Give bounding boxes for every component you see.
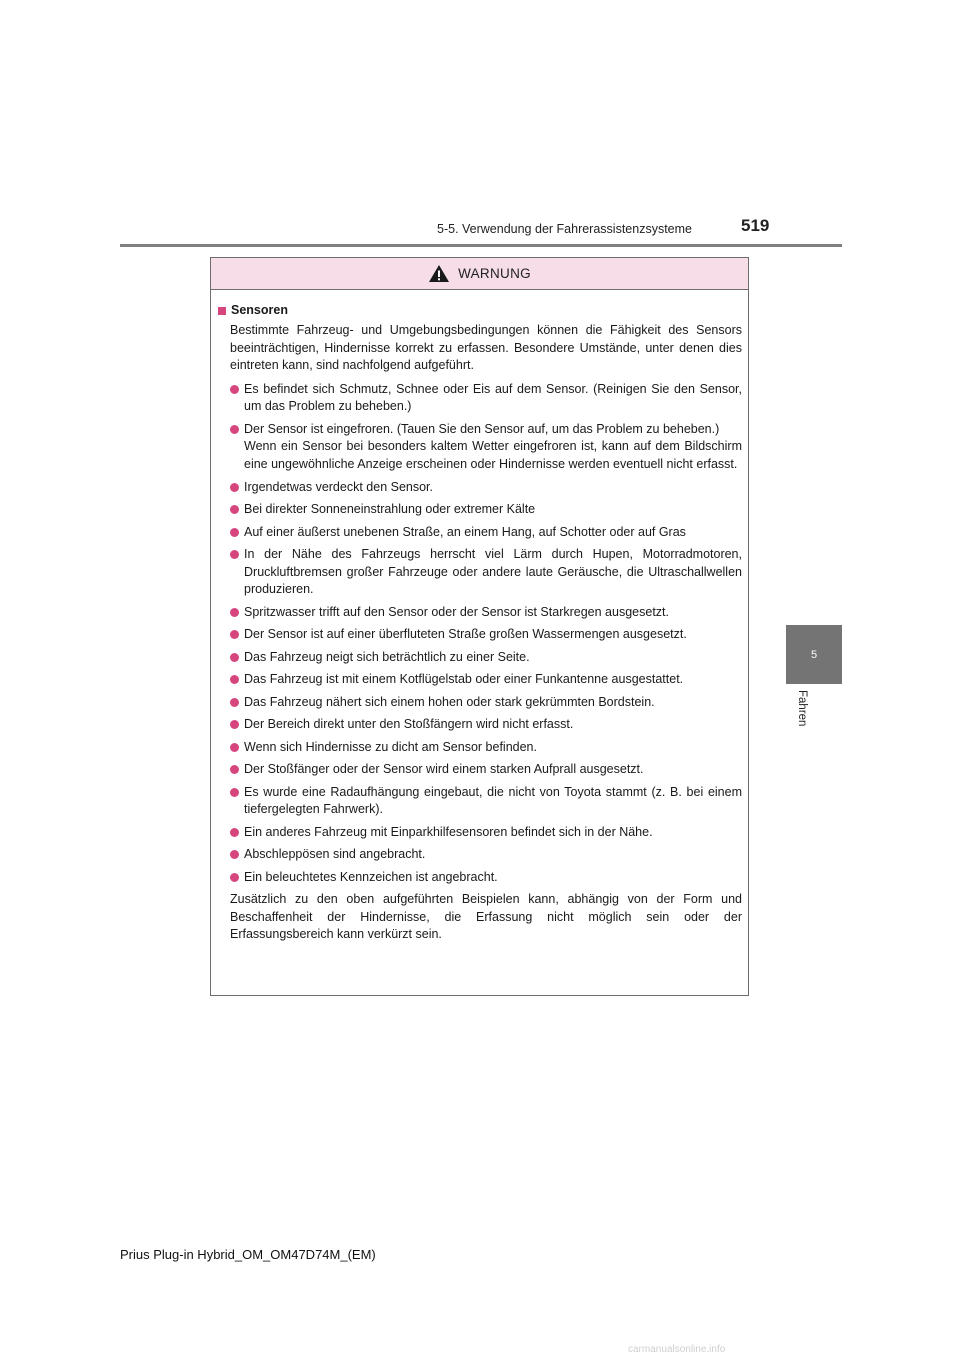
outro-paragraph: Zusätzlich zu den oben aufgeführten Beispielen kann, abhängig von der Form und Beschaffenheit der Hindernisse, die Erfassung nicht möglich sein oder der Erfassungsbereich kann verkürzt sein. (230, 892, 742, 942)
header-rule (120, 244, 842, 247)
list-item-text: Abschleppösen sind angebracht. (244, 847, 426, 862)
list-item (230, 524, 742, 542)
list-item-text: Auf einer äußerst unebenen Straße, an einem Hang, auf Schotter oder auf Gras (244, 524, 686, 539)
bullet-dot-icon (230, 528, 239, 537)
list-item (230, 694, 742, 712)
list-item-text: Spritzwasser trifft auf den Sensor oder der Sensor ist Starkregen ausgesetzt. (244, 604, 669, 619)
list-item-text: Irgendetwas verdeckt den Sensor. (244, 479, 434, 494)
bullet-dot-icon (230, 698, 239, 707)
list-item-text: Das Fahrzeug neigt sich beträchtlich zu einer Seite. (244, 649, 530, 664)
list-item-text: Das Fahrzeug ist mit einem Kotflügelstab oder einer Funkantenne ausgestattet. (244, 672, 684, 687)
bullet-dot-icon (230, 653, 239, 662)
bullet-dot-icon (230, 720, 239, 729)
bullet-dot-icon (230, 828, 239, 837)
list-item-text: Ein beleuchtetes Kennzeichen ist angebracht. (244, 869, 498, 884)
list-item (230, 501, 742, 519)
list-item-text: Ein anderes Fahrzeug mit Einparkhilfesensoren befindet sich in der Nähe. (244, 824, 653, 839)
list-item (230, 761, 742, 779)
list-item-text: Der Bereich direkt unter den Stoßfängern wird nicht erfasst. (244, 717, 574, 732)
bullet-dot-icon (230, 385, 239, 394)
warning-body (211, 290, 748, 944)
warning-triangle-icon (428, 264, 450, 283)
bullet-dot-icon (230, 675, 239, 684)
warning-box (210, 257, 749, 996)
bullet-dot-icon (230, 743, 239, 752)
watermark: carmanualsonline.info (628, 1344, 726, 1355)
bullet-dot-icon (230, 505, 239, 514)
bullet-dot-icon (230, 550, 239, 559)
list-item-text: Das Fahrzeug nähert sich einem hohen oder stark gekrümmten Bordstein. (244, 694, 655, 709)
list-item (230, 604, 742, 622)
warning-title: WARNUNG (458, 266, 531, 281)
square-bullet-icon (218, 307, 226, 315)
section-heading-text: Sensoren (231, 303, 288, 317)
bullet-dot-icon (230, 483, 239, 492)
bullet-dot-icon (230, 425, 239, 434)
list-item (230, 626, 742, 644)
list-item-text: In der Nähe des Fahrzeugs herrscht viel Lärm durch Hupen, Motorradmotoren, Druckluftbremsen großer Fahrzeuge oder andere laute Geräusche, die Ultraschallwellen produzieren. (244, 546, 742, 597)
page-number: 519 (741, 216, 770, 235)
section-heading (218, 302, 742, 319)
bullet-dot-icon (230, 608, 239, 617)
list-item-text: Wenn sich Hindernisse zu dicht am Sensor befinden. (244, 739, 537, 754)
list-item (230, 546, 742, 599)
intro-paragraph: Bestimmte Fahrzeug- und Umgebungsbedingungen können die Fähigkeit des Sensors beeinträchtigen, Hindernisse korrekt zu erfassen. Besondere Umstände, unter denen dies eintreten kann, sind nachfolgend aufgeführt. (230, 323, 742, 373)
bullet-dot-icon (230, 873, 239, 882)
chapter-number: 5 (810, 648, 818, 661)
running-header: 5-5. Verwendung der Fahrerassistenzsysteme (437, 222, 692, 236)
list-item (230, 846, 742, 864)
list-item (230, 824, 742, 842)
chapter-tab (786, 625, 842, 684)
list-item (230, 479, 742, 497)
list-item-text: Der Sensor ist eingefroren. (Tauen Sie den Sensor auf, um das Problem zu beheben.) (244, 421, 720, 436)
bullet-dot-icon (230, 765, 239, 774)
list-item-text: Wenn ein Sensor bei besonders kaltem Wetter eingefroren ist, kann auf dem Bildschirm eine ungewöhnliche Anzeige erscheinen oder Hindernisse werden eventuell nicht erfasst. (244, 439, 742, 472)
bullet-dot-icon (230, 630, 239, 639)
list-item (230, 784, 742, 819)
list-item-text: Der Stoßfänger oder der Sensor wird einem starken Aufprall ausgesetzt. (244, 762, 644, 777)
bullet-dot-icon (230, 788, 239, 797)
list-item (230, 671, 742, 689)
footer-document-id: Prius Plug-in Hybrid_OM_OM47D74M_(EM) (120, 1247, 376, 1262)
list-item (230, 716, 742, 734)
list-item-text: Es befindet sich Schmutz, Schnee oder Eis auf dem Sensor. (Reinigen Sie den Sensor, um das Problem zu beheben.) (244, 381, 742, 414)
list-item (230, 869, 742, 887)
list-item (230, 421, 742, 474)
chapter-label: Fahren (796, 690, 808, 727)
warning-header (211, 258, 748, 290)
list-item-text: Der Sensor ist auf einer überfluteten Straße großen Wassermengen ausgesetzt. (244, 627, 687, 642)
list-item-text: Bei direkter Sonneneinstrahlung oder extremer Kälte (244, 502, 536, 517)
list-item-text: Es wurde eine Radaufhängung eingebaut, die nicht von Toyota stammt (z. B. bei einem tiefergelegten Fahrwerk). (244, 784, 742, 817)
list-item (230, 739, 742, 757)
list-item (230, 649, 742, 667)
list-item (230, 381, 742, 416)
bullet-dot-icon (230, 850, 239, 859)
condition-list (230, 381, 742, 886)
